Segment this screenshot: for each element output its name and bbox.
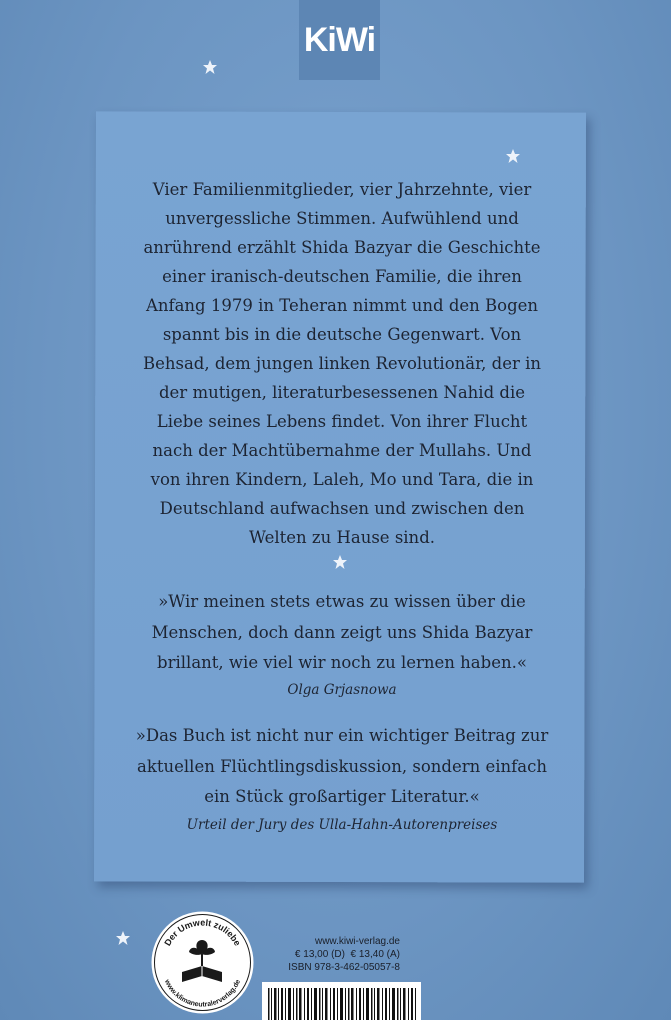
quote-author: Olga Grjasnowa bbox=[287, 682, 397, 698]
star-icon bbox=[505, 148, 521, 164]
quote-text: »Wir meinen stets etwas zu wissen über die Menschen, doch dann zeigt uns Shida Bazyar brillant, wie viel wir noch zu lernen haben.« bbox=[151, 592, 533, 672]
book-blurb: Vier Familienmitglieder, vier Jahrzehnte, vier unvergessliche Stimmen. Aufwühlend und anrührend erzählt Shida Bazyar die Geschichte einer iranisch-deutschen Familie, die ihren Anfang 1979 in Teheran nimmt und den Bogen spannt bis in die deutsche Gegenwart. Von Behsad, dem jungen linken Revolutionär, der in der mutigen, literaturbesessenen Nahid die Liebe seines Lebens findet. Von ihrer Flucht nach der Machtübernahme der Mullahs. Und von ihren Kindern, Laleh, Mo und Tara, die in Deutschland aufwachsen und zwischen den Welten zu Hause sind. bbox=[142, 180, 542, 547]
barcode bbox=[262, 982, 421, 1020]
isbn: ISBN 978-3-462-05057-8 bbox=[288, 962, 400, 973]
price-at: € 13,40 (A) bbox=[350, 949, 400, 960]
star-icon bbox=[115, 930, 131, 946]
publisher-info bbox=[262, 935, 400, 974]
price-de: € 13,00 (D) bbox=[294, 949, 345, 960]
publisher-logo: KiWi bbox=[299, 0, 380, 80]
publisher-website: www.kiwi-verlag.de bbox=[314, 936, 400, 947]
star-icon bbox=[202, 59, 218, 75]
star-icon bbox=[332, 554, 348, 570]
quote-author: Urteil der Jury des Ulla-Hahn-Autorenpreises bbox=[186, 817, 498, 833]
climate-neutral-seal bbox=[150, 910, 255, 1015]
quote-text: »Das Buch ist nicht nur ein wichtiger Beitrag zur aktuellen Flüchtlingsdiskussion, sondern einfach ein Stück großartiger Literatur.« bbox=[135, 726, 549, 806]
price-line bbox=[262, 948, 400, 961]
seal-top-text: Der Umwelt zuliebe bbox=[162, 917, 243, 948]
seal-bottom-text: www.klimaneutralerverlag.de bbox=[162, 978, 243, 1009]
